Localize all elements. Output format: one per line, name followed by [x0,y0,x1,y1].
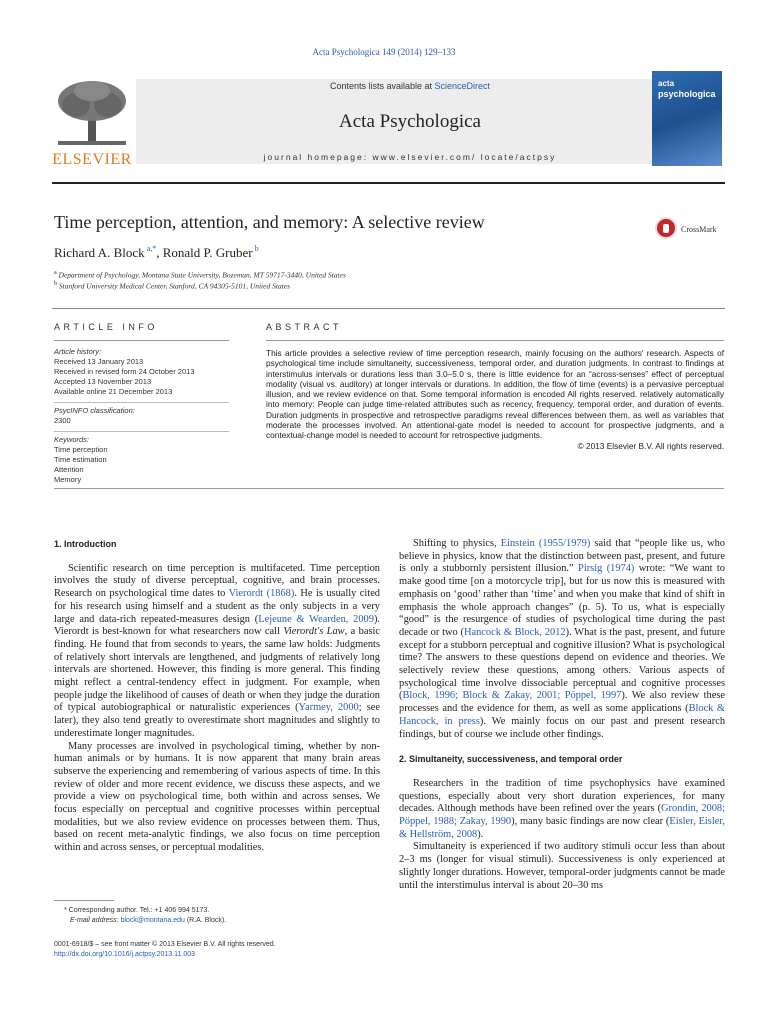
article-title: Time perception, attention, and memory: A selective review [54,212,485,232]
citation-link[interactable]: Eisler, Eisler, & Hellström, 2008 [399,816,725,840]
citation-link[interactable]: Yarmey, 2000 [298,702,359,714]
psycinfo-label: PsycINFO classification: [54,406,135,415]
body-column-right [399,538,725,892]
abstract-rule [266,340,724,341]
paragraph: Many processes are involved in psychological timing, whether by non-human animals or by humans. It is now apparent that many brain areas subserve the experiencing and remembering of various aspects of time. In this review of older and more recent evidence, we discuss these aspects, and we provide a view on psychological time, both within and across senses. We focus especially on perceptual and cognitive processes within perceptual modalities, but we also review evidence on processes between them. Thus, based on recent meta-analytic findings, we also focus on time perception within and across senses, or perceptual modalities. [54,740,380,854]
citation-link[interactable]: Lejeune & Wearden, 2009 [258,613,374,625]
accepted-date: Accepted 13 November 2013 [54,377,152,386]
affiliation-a: $^a$ Department of Psychology, Montana State University, Bozeman, MT 59717-3440, United States [54,270,346,280]
keywords-label: Keywords: [54,435,90,444]
crossmark-icon [655,217,677,239]
author-list [54,244,259,261]
header-rule [52,308,725,309]
received-date: Received 13 January 2013 [54,357,144,366]
journal-cover-image[interactable] [652,71,722,166]
abstract [266,348,724,451]
issn-line: 0001-6918/$ – see front matter © 2013 Elsevier B.V. All rights reserved. [54,941,276,948]
footnote-rule [54,900,114,901]
contents-prefix: Contents lists available at [329,81,435,91]
body-column-left [54,538,380,855]
keyword: Time estimation [54,455,107,464]
cover-title-line2: psychologica [658,89,716,99]
paragraph: Scientific research on time perception is multifaceted. Time perception involves the study of diverse perceptual, cognitive, and brain processes. Research on psychological time dates to Vierordt (1868). He is usually cited for his research using himself and a student as the only subjects in a very large and data-rich repeated-measures design (Lejeune & Wearden, 2009). Vierordt is best-known for what researchers now call Vierordt's Law, a basic finding. He found that from seconds to years, the same law holds: Judgments of relatively short intervals are lengthened, and judgments of relatively long intervals are shortened. However, this finding is more general. This finding might reflect a central-tendency effect in judgment. For example, when people judge the likelihood of causes of death or when they judge the duration of typical autobiographical or naturalistic experiences (Yarmey, 2000; see later), they also tend greatly to overestimate short magnitudes and slightly to underestimate longer magnitudes. [54,562,381,739]
crossmark-badge[interactable] [655,215,725,245]
article-info-heading: ARTICLE INFO [54,322,158,332]
history-label: Article history: [54,347,102,356]
section-heading-simultaneity: 2. Simultaneity, successiveness, and temporal order [399,754,623,765]
cover-title-line1: acta [658,79,675,88]
journal-citation[interactable]: Acta Psychologica 149 (2014) 129–133 [312,47,456,57]
citation-link[interactable]: Pirsig (1974) [578,563,635,575]
journal-homepage[interactable]: journal homepage: www.elsevier.com/ locate/actpsy [263,152,557,162]
citation-link[interactable]: Block & Hancock, in press [399,703,725,727]
masthead-rule [52,182,725,184]
abstract-bottom-rule [54,488,724,489]
revised-date: Received in revised form 24 October 2013 [54,367,195,376]
author-gruber-affil-link[interactable]: b [254,244,259,253]
crossmark-label: CrossMark [681,225,717,234]
elsevier-tree-logo-icon [54,79,130,149]
author-gruber: , Ronald P. Gruber [156,245,253,260]
abstract-text: This article provides a selective review of time perception research, mainly focusing on the authors' research. Aspects of psychological time include simultaneity, successiveness, temporal order, and duration judgments. In contrast to findings at interstimulus intervals or durations less than 3.0–5.0 s, there is little evidence for an “across-senses” effect of perceptual modality (visual vs. auditory) at longer intervals or durations. In addition, the flow of time (events) is a pervasive perceptual illusion, and we review evidence on that. Some temporal information is encoded All rights reserved. relatively automatically into memory: People can judge time-related attributes such as recency, frequency, temporal order, and duration of events. Duration judgments in prospective and retrospective paradigms reveal differences between them, as well as variables that moderate the processes involved. An attentional-gate model is needed to account for prospective judgments, and a contextual-change model is needed to account for retrospective judgments. [266,348,724,441]
keyword: Memory [54,475,82,484]
doi-link[interactable]: http://dx.doi.org/10.1016/j.actpsy.2013.11.003 [54,951,196,958]
journal-name: Acta Psychologica [339,111,481,132]
email-link[interactable]: block@montana.edu [120,917,185,924]
keyword: Time perception [54,445,108,454]
keyword: Attention [54,465,84,474]
abstract-copyright: © 2013 Elsevier B.V. All rights reserved. [577,440,724,451]
article-info-rule [54,340,229,341]
paragraph: Shifting to physics, Einstein (1955/1979) said that “people like us, who believe in physics, know that the distinction between past, present, and future is only a stubbornly persistent illusion.” Pirsig (1974) wrote: “We want to make good time [on a motorcycle trip], but for us now this is measured with emphasis on ‘good’ rather than ‘time’ and when you make that kind of shift in emphasis the whole approach changes” (p. 5). To us, what is especially “good” is the resurgence of studies of psychological time during the past decade or two (Hancock & Block, 2012). What is the past, present, and future except for a stubborn perceptual and cognitive illusion? What is psychological time? The answers to these questions depend on evidence and theories. We selectively review these questions, among others. Various aspects of psychological time involve dissociable perceptual and cognitive processes (Block, 1996; Block & Zakay, 2001; Pöppel, 1997). We also review these processes and the evidence for them, as well as some applications (Block & Hancock, in press). We mainly focus on our past and present research findings, but of course we include other findings. [399,538,726,740]
section-heading-introduction: 1. Introduction [54,539,117,549]
affiliation-b: $^b$ Stanford University Medical Center, Stanford, CA 94305-5101, United States [54,281,291,291]
front-matter-footer [54,940,380,960]
sciencedirect-link[interactable]: ScienceDirect [434,81,491,91]
author-block-affil-link[interactable]: a,* [146,244,157,253]
citation-link[interactable]: Hancock & Block, 2012 [463,626,566,638]
paragraph: Researchers in the tradition of time psychophysics have examined questions, especially about very short duration experiences, for many decades. Although methods have been refined over the years (Grondin, 2008; Pöppel, 1988; Zakay, 1990), many basic findings are now clear (Eisler, Eisler, & Hellström, 2008). [399,777,725,840]
elsevier-logo-text: ELSEVIER [52,151,132,168]
psycinfo-value: 2300 [54,416,71,425]
masthead [52,79,726,174]
citation-link[interactable]: Block, 1996; Block & Zakay, 2001; Pöppel, 1997 [402,690,622,702]
abstract-heading: ABSTRACT [266,322,343,332]
paragraph: Simultaneity is experienced if two auditory stimuli occur less than about 2–3 ms (longer for visual stimuli). Successiveness is only experienced at slightly longer durations. However, temporal-order judgments cannot be made until the interstimulus interval is about 20–30 ms [399,841,725,891]
citation-link[interactable]: Grondin, 2008; Pöppel, 1988; Zakay, 1990 [399,803,725,828]
author-block: Richard A. Block [54,245,145,260]
contents-line [136,81,684,91]
online-date: Available online 21 December 2013 [54,387,173,396]
article-info [54,347,229,485]
corresponding-footnote: * Corresponding author. Tel.: +1 406 994 5173. E-mail address: block@montana.edu (R.A. Block). [64,907,227,924]
citation-link[interactable]: Einstein (1955/1979) [500,538,591,549]
citation-link[interactable]: Vierordt (1868) [228,588,295,600]
